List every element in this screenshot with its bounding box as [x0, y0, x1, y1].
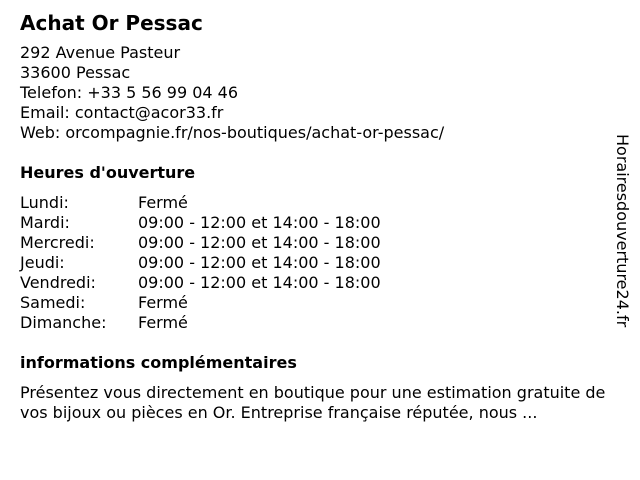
- hours-row-jeudi: [20, 253, 381, 273]
- hours-table: [20, 193, 381, 333]
- hours-row-mercredi: [20, 233, 381, 253]
- contact-block: [20, 43, 610, 143]
- info-description: Présentez vous directement en boutique pour une estimation gratuite de vos bijoux ou pièces en Or. Entreprise française réputée, nous ...: [20, 383, 606, 422]
- web-line: Web: orcompagnie.fr/nos-boutiques/achat-or-pessac/: [20, 123, 445, 142]
- address-city: 33600 Pessac: [20, 63, 131, 82]
- day-label: Vendredi:: [20, 273, 96, 292]
- address-street: 292 Avenue Pasteur: [20, 43, 181, 62]
- day-hours: 09:00 - 12:00 et 14:00 - 18:00: [138, 253, 381, 272]
- email-line: Email: contact@acor33.fr: [20, 103, 224, 122]
- day-hours: Fermé: [138, 293, 188, 312]
- phone-line: Telefon: +33 5 56 99 04 46: [20, 83, 239, 102]
- business-card: [20, 10, 610, 423]
- day-hours: 09:00 - 12:00 et 14:00 - 18:00: [138, 213, 381, 232]
- hours-row-vendredi: [20, 273, 381, 293]
- hours-row-samedi: [20, 293, 381, 313]
- info-title: informations complémentaires: [20, 353, 297, 372]
- day-hours: Fermé: [138, 193, 188, 212]
- watermark-vertical: Horairesdouverture24.fr: [613, 134, 632, 328]
- day-label: Lundi:: [20, 193, 69, 212]
- business-name: Achat Or Pessac: [20, 11, 203, 35]
- day-label: Dimanche:: [20, 313, 107, 332]
- day-label: Jeudi:: [20, 253, 65, 272]
- hours-row-lundi: [20, 193, 381, 213]
- day-label: Mercredi:: [20, 233, 95, 252]
- day-label: Samedi:: [20, 293, 86, 312]
- hours-title: Heures d'ouverture: [20, 163, 196, 182]
- day-hours: 09:00 - 12:00 et 14:00 - 18:00: [138, 273, 381, 292]
- day-hours: 09:00 - 12:00 et 14:00 - 18:00: [138, 233, 381, 252]
- day-hours: Fermé: [138, 313, 188, 332]
- day-label: Mardi:: [20, 213, 70, 232]
- hours-row-mardi: [20, 213, 381, 233]
- hours-row-dimanche: [20, 313, 381, 333]
